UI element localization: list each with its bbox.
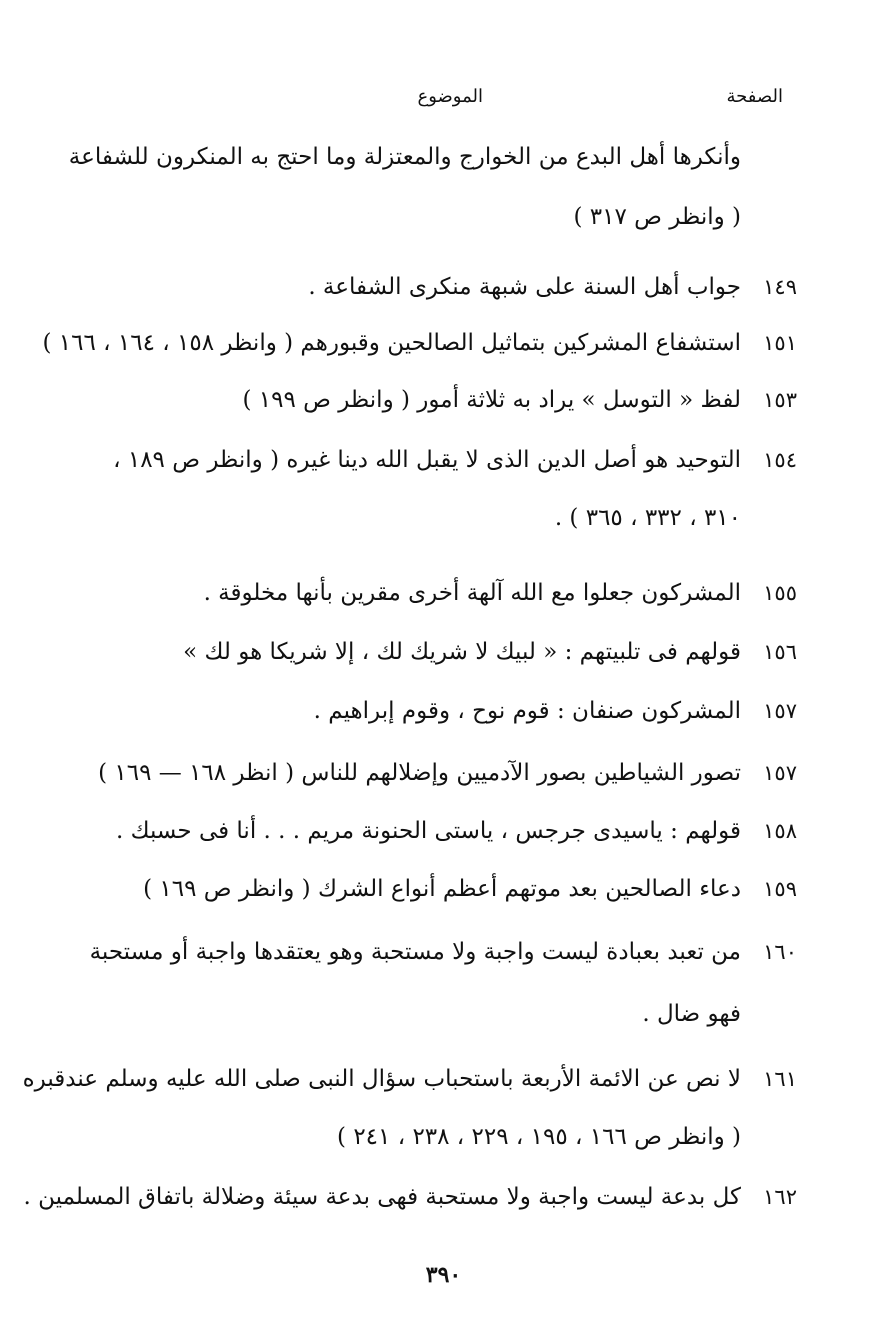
- topic-column-heading: الموضوع: [417, 86, 483, 107]
- entry-page-number: ١٥٩: [763, 877, 797, 901]
- entry-line: ( وانظر ص ٣١٧ ): [573, 204, 741, 230]
- entry-line: لا نص عن الائمة الأربعة باستحباب سؤال النبى صلى الله عليه وسلم عندقبره: [22, 1066, 741, 1092]
- entry-line: ٣١٠ ، ٣٣٢ ، ٣٦٥ ) .: [554, 505, 741, 531]
- entry-line: تصور الشياطين بصور الآدميين وإضلالهم للناس ( انظر ١٦٨ — ١٦٩ ): [98, 760, 741, 786]
- entry-line: فهو ضال .: [642, 1001, 741, 1027]
- entry-page-number: ١٥١: [763, 331, 797, 355]
- entry-line: ( وانظر ص ١٦٦ ، ١٩٥ ، ٢٢٩ ، ٢٣٨ ، ٢٤١ ): [337, 1124, 741, 1150]
- entry-line: استشفاع المشركين بتماثيل الصالحين وقبورهم ( وانظر ١٥٨ ، ١٦٤ ، ١٦٦ ): [42, 330, 741, 356]
- entry-line: دعاء الصالحين بعد موتهم أعظم أنواع الشرك ( وانظر ص ١٦٩ ): [143, 876, 741, 902]
- entry-line: قولهم فى تلبيتهم : « لبيك لا شريك لك ، إلا شريكا هو لك »: [183, 639, 741, 665]
- entry-line: التوحيد هو أصل الدين الذى لا يقبل الله دينا غيره ( وانظر ص ١٨٩ ،: [113, 447, 741, 473]
- entry-page-number: ١٥٦: [763, 640, 797, 664]
- entry-page-number: ١٦٠: [763, 940, 797, 964]
- entry-page-number: ١٥٤: [763, 448, 797, 472]
- entry-line: من تعبد بعبادة ليست واجبة ولا مستحبة وهو يعتقدها واجبة أو مستحبة: [89, 939, 741, 965]
- entry-line: المشركون صنفان : قوم نوح ، وقوم إبراهيم .: [313, 698, 741, 724]
- entry-line: جواب أهل السنة على شبهة منكرى الشفاعة .: [308, 274, 741, 300]
- entry-page-number: ١٥٧: [763, 761, 797, 785]
- entry-page-number: ١٦١: [763, 1067, 797, 1091]
- entry-line: المشركون جعلوا مع الله آلهة أخرى مقرين بأنها مخلوقة .: [203, 580, 741, 606]
- entry-line: لفظ « التوسل » يراد به ثلاثة أمور ( وانظر ص ١٩٩ ): [242, 387, 741, 413]
- entry-line: وأنكرها أهل البدع من الخوارج والمعتزلة وما احتج به المنكرون للشفاعة: [68, 144, 741, 170]
- entry-page-number: ١٥٥: [763, 581, 797, 605]
- entry-line: قولهم : ياسيدى جرجس ، ياستى الحنونة مريم . . . أنا فى حسبك .: [115, 818, 741, 844]
- page-column-heading: الصفحة: [726, 86, 783, 107]
- entry-page-number: ١٤٩: [763, 275, 797, 299]
- table-header: [60, 86, 783, 116]
- entry-page-number: ١٥٧: [763, 699, 797, 723]
- page-number: ٣٩٠: [425, 1262, 462, 1288]
- entry-line: كل بدعة ليست واجبة ولا مستحبة فهى بدعة سيئة وضلالة باتفاق المسلمين .: [23, 1184, 741, 1210]
- entry-page-number: ١٥٨: [763, 819, 797, 843]
- entry-page-number: ١٥٣: [763, 388, 797, 412]
- entry-page-number: ١٦٢: [763, 1185, 797, 1209]
